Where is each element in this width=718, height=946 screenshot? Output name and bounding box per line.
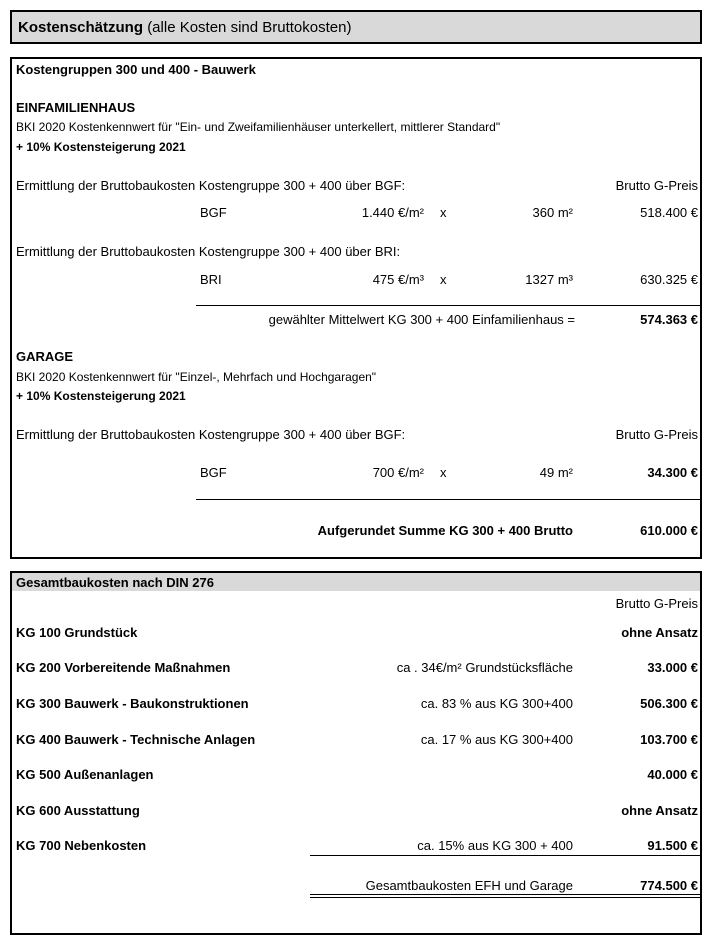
kg-label: KG 500 Außenanlagen — [16, 767, 154, 782]
section1-title: Kostengruppen 300 und 400 - Bauwerk — [16, 62, 256, 77]
garage-increase: + 10% Kostensteigerung 2021 — [16, 389, 186, 403]
total-divider — [310, 855, 700, 856]
efh-bgf-unit: BGF — [200, 205, 227, 220]
title-rest: (alle Kosten sind Bruttokosten) — [147, 19, 352, 36]
kg-label: KG 100 Grundstück — [16, 625, 138, 640]
kg-label: KG 600 Ausstattung — [16, 803, 140, 818]
kg-value: ohne Ansatz — [621, 625, 698, 640]
sum-label: Aufgerundet Summe KG 300 + 400 Brutto — [317, 523, 573, 538]
efh-mean-divider — [196, 305, 700, 306]
efh-bri-x: x — [440, 272, 447, 287]
efh-mean-value: 574.363 € — [640, 312, 698, 327]
garage-heading: GARAGE — [16, 349, 74, 364]
kg-value: 506.300 € — [640, 696, 698, 711]
kg-note: ca. 83 % aus KG 300+400 — [420, 696, 573, 711]
efh-bri-label: Ermittlung der Bruttobaukosten Kostengruppe 300 + 400 über BRI: — [16, 244, 401, 259]
sum-value: 610.000 € — [640, 523, 698, 538]
efh-bri-unit: BRI — [200, 272, 222, 287]
kg-label: KG 700 Nebenkosten — [16, 838, 147, 853]
kg-value: 103.700 € — [640, 732, 698, 747]
kg-label: KG 300 Bauwerk - Baukonstruktionen — [16, 696, 249, 711]
kg-label: KG 400 Bauwerk - Technische Anlagen — [16, 732, 256, 747]
garage-bgf-rate: 700 €/m² — [372, 465, 424, 480]
kg-note: ca. 17 % aus KG 300+400 — [420, 732, 573, 747]
garage-bgf-label: Ermittlung der Bruttobaukosten Kostengruppe 300 + 400 über BGF: — [16, 427, 406, 442]
page-title — [18, 19, 351, 36]
kg-note: ca. 15% aus KG 300 + 400 — [417, 838, 573, 853]
garage-bgf-qty: 49 m² — [539, 465, 573, 480]
efh-bri-rate: 475 €/m³ — [372, 272, 424, 287]
efh-mean-label: gewählter Mittelwert KG 300 + 400 Einfamilienhaus = — [268, 312, 575, 327]
efh-increase: + 10% Kostensteigerung 2021 — [16, 140, 186, 154]
total-value: 774.500 € — [640, 878, 698, 893]
efh-bgf-rate: 1.440 €/m² — [361, 205, 424, 220]
total-double-underline-1 — [310, 894, 700, 895]
efh-bki: BKI 2020 Kostenkennwert für "Ein- und Zweifamilienhäuser unterkellert, mittlerer Standard" — [16, 120, 501, 134]
kg-label: KG 200 Vorbereitende Maßnahmen — [16, 660, 231, 675]
efh-price-header: Brutto G-Preis — [615, 178, 698, 193]
efh-bri-qty: 1327 m³ — [525, 272, 573, 287]
kg-value: 91.500 € — [647, 838, 698, 853]
garage-price-header: Brutto G-Preis — [615, 427, 698, 442]
efh-bri-total: 630.325 € — [640, 272, 698, 287]
efh-bgf-total: 518.400 € — [640, 205, 698, 220]
title-bold: Kostenschätzung — [18, 19, 144, 36]
page-header — [10, 10, 702, 44]
efh-bgf-qty: 360 m² — [532, 205, 573, 220]
garage-bgf-x: x — [440, 465, 447, 480]
sum-divider — [196, 499, 700, 500]
section2-price-header: Brutto G-Preis — [615, 596, 698, 611]
efh-heading: EINFAMILIENHAUS — [16, 100, 136, 115]
kg-note: ca . 34€/m² Grundstücksfläche — [396, 660, 573, 675]
kg-value: ohne Ansatz — [621, 803, 698, 818]
kg-value: 33.000 € — [647, 660, 698, 675]
total-label: Gesamtbaukosten EFH und Garage — [365, 878, 573, 893]
garage-bki: BKI 2020 Kostenkennwert für "Einzel-, Mehrfach und Hochgaragen" — [16, 370, 377, 384]
garage-bgf-unit: BGF — [200, 465, 227, 480]
efh-bgf-label: Ermittlung der Bruttobaukosten Kostengruppe 300 + 400 über BGF: — [16, 178, 406, 193]
kg-value: 40.000 € — [647, 767, 698, 782]
total-double-underline-2 — [310, 897, 700, 898]
efh-bgf-x: x — [440, 205, 447, 220]
section2-title: Gesamtbaukosten nach DIN 276 — [16, 575, 214, 590]
garage-bgf-total: 34.300 € — [647, 465, 698, 480]
